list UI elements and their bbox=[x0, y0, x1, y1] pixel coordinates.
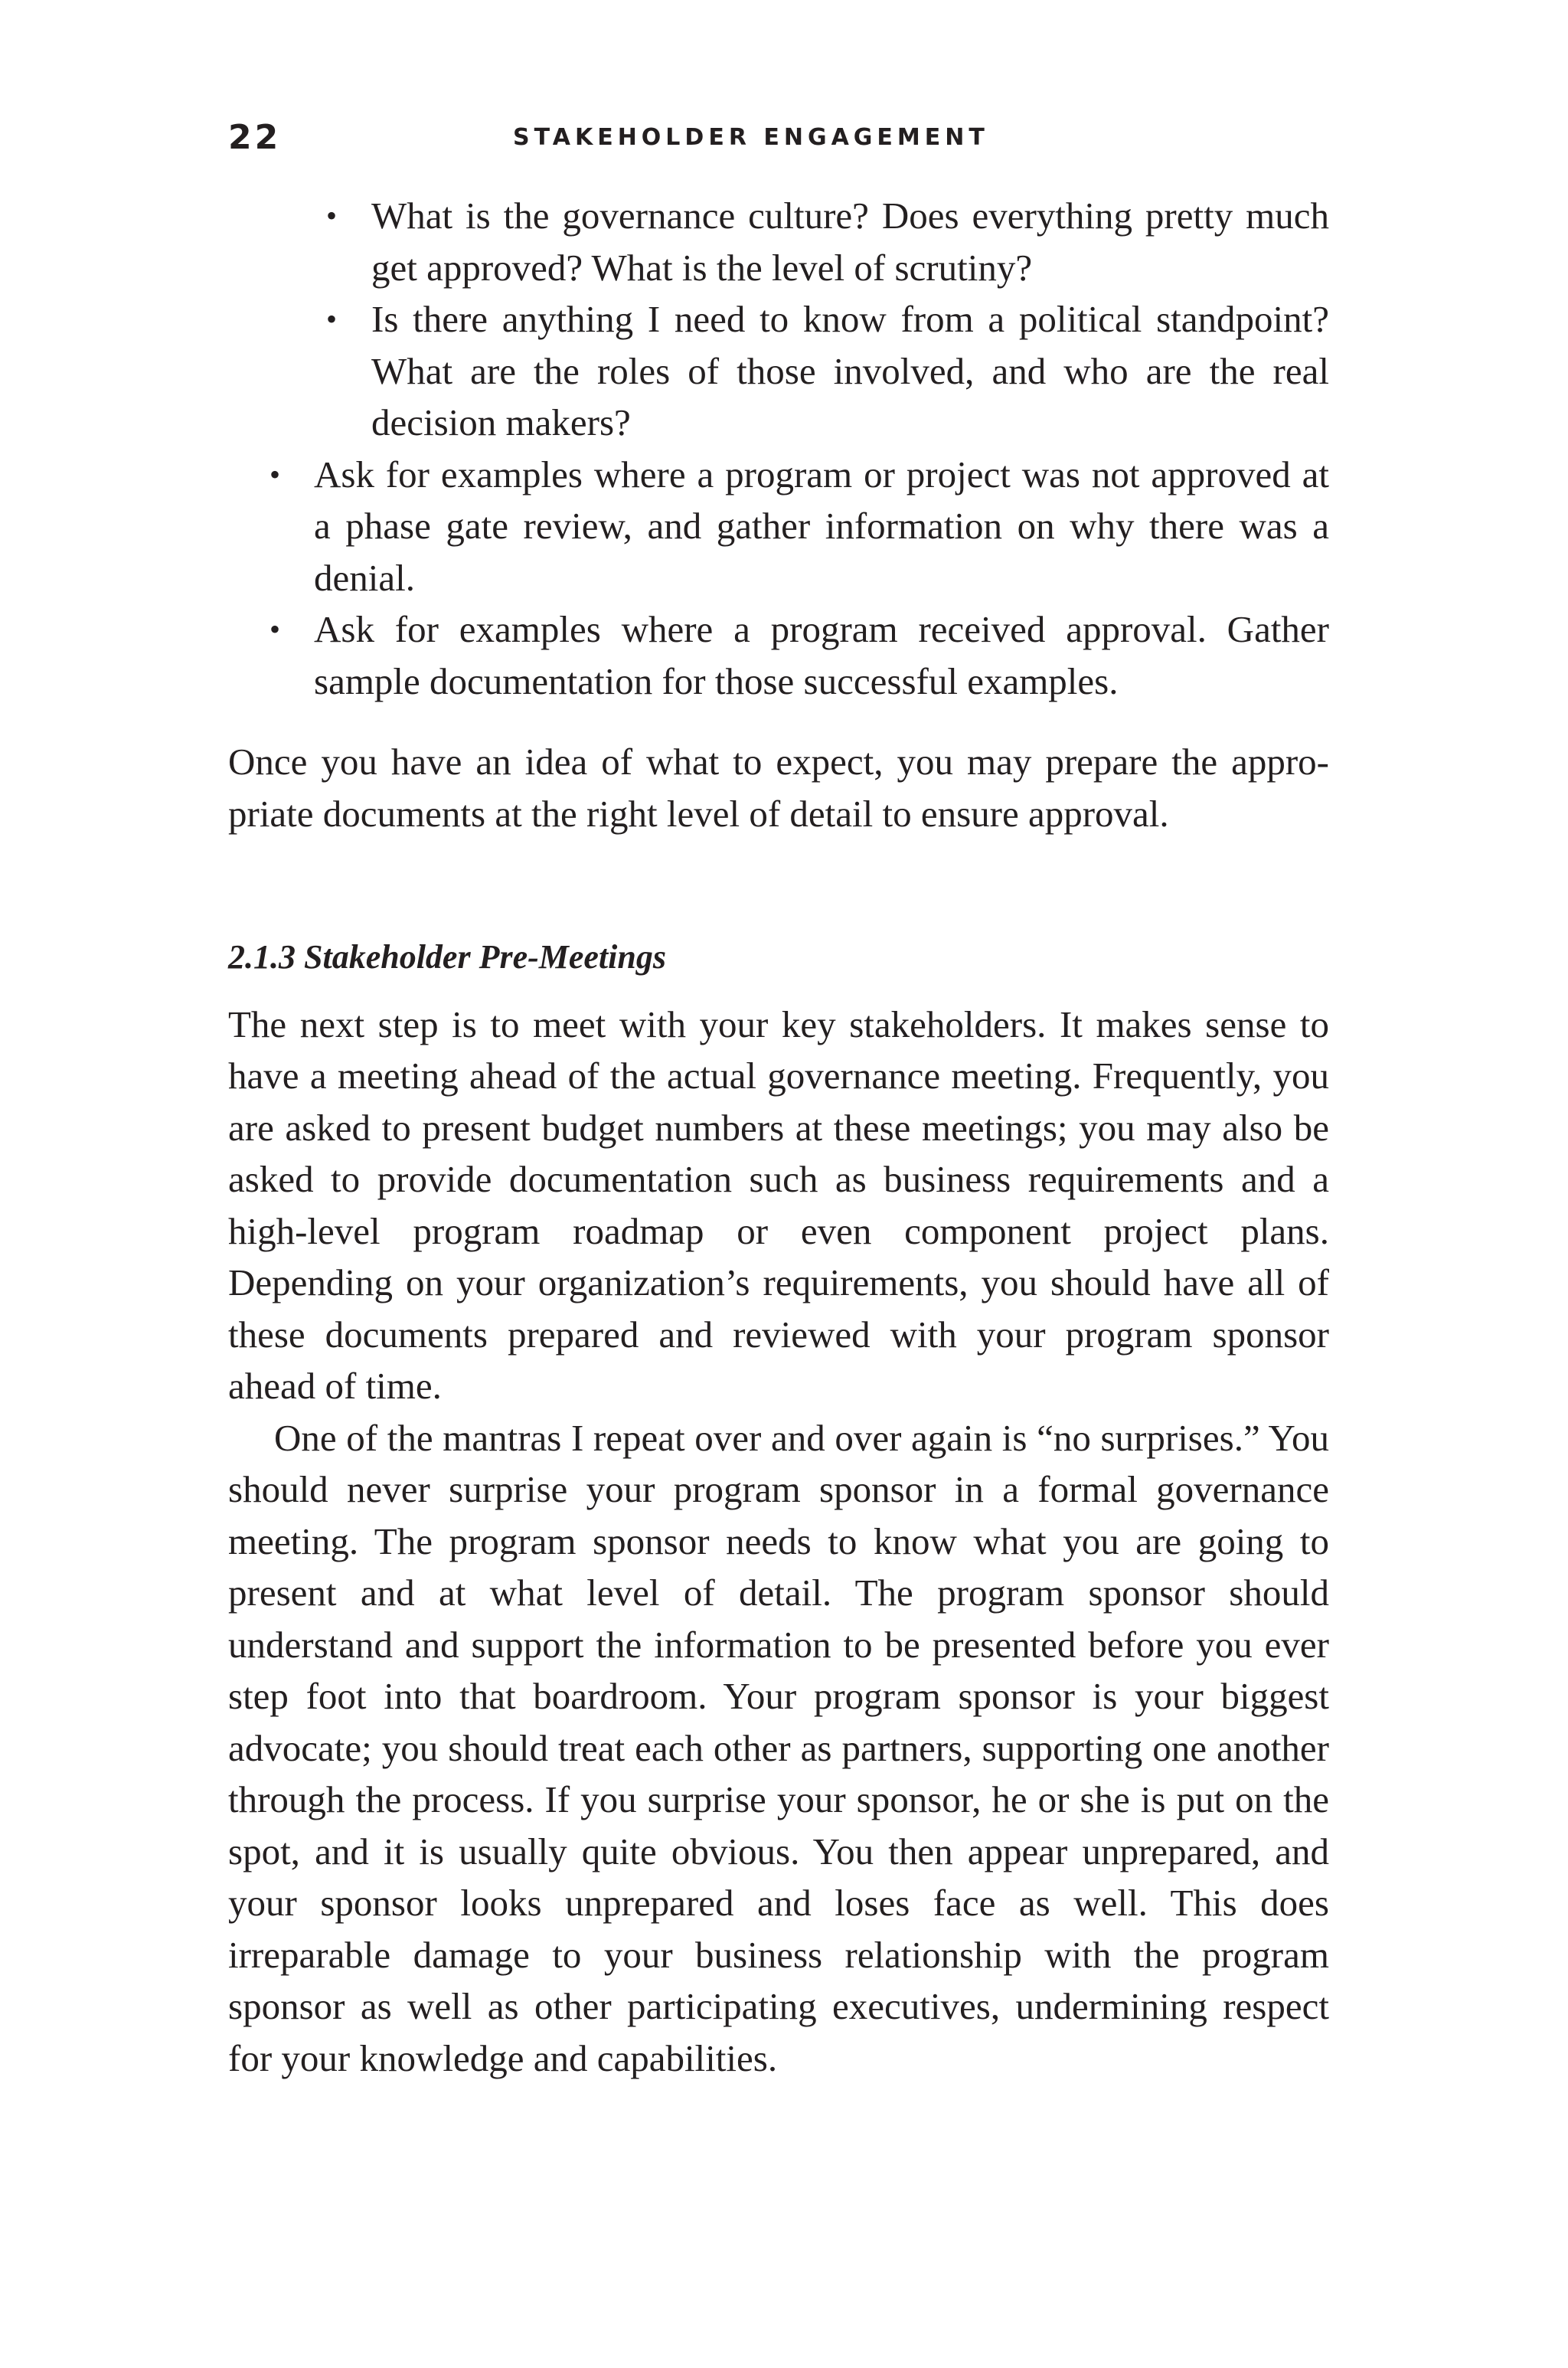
bullet-list bbox=[228, 449, 1329, 708]
bullet-icon: • bbox=[270, 456, 281, 492]
running-head bbox=[228, 115, 1331, 161]
bullet-icon: • bbox=[270, 612, 281, 646]
sub-bullet-list bbox=[228, 190, 1329, 449]
page-body bbox=[228, 190, 1329, 2084]
paragraph: The next step is to meet with your key stakeholders. It makes sense to have a meeting ahead of the actual governance meeting. Frequently, you are asked to present budget numbers at these meetings; you may also be asked to provide documentation such as business requirements and a high-level program roadmap or even component project plans. Depending on your organization’s requirements, you should have all of these documents prepared and reviewed with your program sponsor ahead of time. bbox=[228, 1002, 1329, 1407]
bullet-text: Ask for examples where a program received approval. Gather sample documentation for those successful examples. bbox=[314, 608, 1329, 702]
bullet-item bbox=[228, 603, 1329, 707]
page-number: 22 bbox=[228, 118, 282, 157]
bullet-icon: • bbox=[326, 198, 338, 233]
paragraph: One of the mantras I repeat over and over again is “no surprises.” You should never surprise your program sponsor in a formal governance meeting. The program sponsor needs to know what you are going to present and at what level of detail. The program sponsor should understand and support the information to be presented before you ever step foot into that boardroom. Your program sponsor is your biggest advocate; you should treat each other as partners, supporting one another through the process. If you surprise your sponsor, he or she is put on the spot, and it is usually quite obvious. You then appear unprepared, and your sponsor looks unprepared and loses face as well. This does irreparable damage to your business relationship with the program sponsor as well as other participating executives, undermining respect for your knowledge and capabilities. bbox=[228, 1416, 1329, 2079]
sub-bullet-text: What is the governance culture? Does everything pretty much get approved? What is the level of scrutiny? bbox=[371, 195, 1329, 289]
paragraph: Once you have an idea of what to expect, you may prepare the appropriate documents at the right level of detail to ensure approval. bbox=[228, 741, 1329, 835]
running-title: STAKEHOLDER ENGAGEMENT bbox=[513, 124, 989, 151]
section-heading: 2.1.3 Stakeholder Pre-Meetings bbox=[228, 938, 666, 976]
sub-bullet-item bbox=[228, 190, 1329, 293]
bullet-icon: • bbox=[326, 302, 338, 336]
sub-bullet-text: Is there anything I need to know from a political standpoint? What are the roles of those involved, and who are the real decision makers? bbox=[371, 298, 1329, 443]
bullet-text: Ask for examples where a program or project was not approved at a phase gate review, and gather information on why there was a denial. bbox=[314, 453, 1329, 599]
sub-bullet-item bbox=[228, 293, 1329, 449]
bullet-item bbox=[228, 449, 1329, 604]
